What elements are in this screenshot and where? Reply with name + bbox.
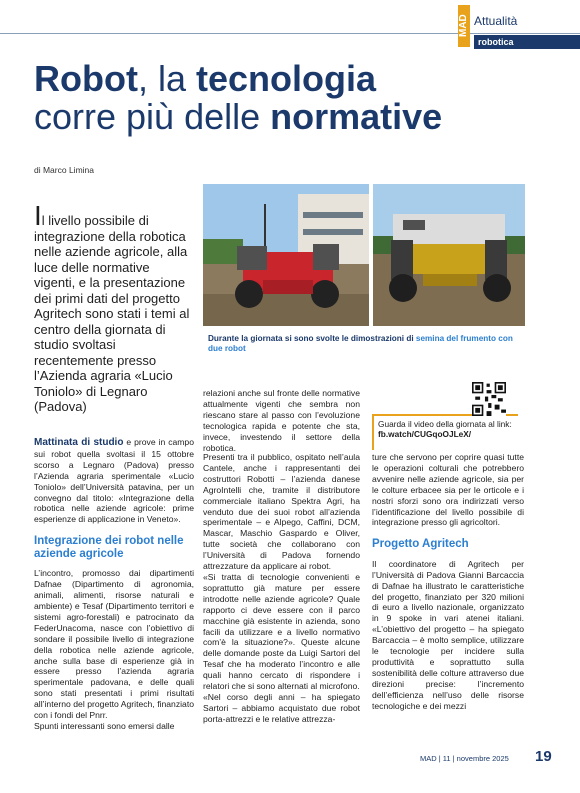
paragraph-9: Il coordinatore di Agritech per l’Università di Padova Gianni Barcaccia di Dafnae ha illustrato le caratteristiche del progetto, finanziato per 320 milioni di euro a livello nazionale, organizzato in 9 spoke in vari atenei italiani. «L’obiettivo del progetto – ha spiegato Barcaccia – è molto semplice, utilizzare le tecnologie per incidere sulla produttività e soprattutto sulla sostenibilità delle colture attraverso due direzioni precise: l’incremento dell’efficienza nell’uso delle risorse tecnologiche e dei mezzi	[372, 558, 524, 711]
section-name: Attualità	[474, 14, 518, 28]
photo-caption	[208, 334, 524, 354]
paragraph-3: Spunti interessanti sono emersi dalle	[34, 720, 175, 731]
article-title	[34, 60, 554, 136]
qr-callout	[372, 382, 522, 452]
caption-highlight: semina del frumento con due robot	[208, 334, 513, 353]
paragraph-1-body: e prove in campo sui robot quella svoltasi il 15 ottobre scorso a Legnaro (Padova) presso l’Azienda agraria sperimentale «Lucio Toniolo» dell’Università patavina, per un convegno dal titolo: «Integrazione della robotica nelle aziende agricole: prime esperienze di applicazione in Veneto».	[34, 437, 194, 525]
paragraph-7: «Nel corso degli anni – ha spiegato Sartori – abbiamo acquistato due robot porta-attrezzi e le relative attrezza-	[203, 691, 360, 724]
qr-text-label: Guarda il video della giornata al link:	[378, 419, 512, 429]
title-part-corre: corre più delle	[34, 96, 271, 137]
title-part-tecnologia: tecnologia	[196, 58, 377, 99]
title-part-normative: normative	[270, 96, 443, 137]
paragraph-4: relazioni anche sul fronte delle normative attualmente vigenti che sembra non riescano stare al passo con l’evoluzione tecnologica rapida e potente che sta, invece, investendo il settore della robotica.	[203, 388, 360, 453]
qr-text	[378, 419, 523, 439]
robot-photo-right	[373, 184, 525, 326]
subhead-agritech: Progetto Agritech	[372, 538, 469, 551]
page-number: 19	[535, 748, 552, 765]
paragraph-1	[34, 437, 194, 525]
robot-photo-left	[203, 184, 369, 326]
lead-text: l livello possibile di integrazione della robotica nelle aziende agricole, alla luce delle normative vigenti, e la presentazione dei primi dati del progetto Agritech sono stati i temi al centro della giornata di studio svoltasi recentemente presso l’Azienda agraria «Lucio Toniolo» di Legnaro (Padova)	[34, 213, 190, 414]
paragraph-8: ture che servono per coprire quasi tutte le operazioni colturali che potrebbero avvenire nelle aziende agricole, sia per le colture erbacee sia per le orticole e i nostri sforzi sono ora indirizzati verso l’identificazione del livello possibile di integrazione presso gli agricoltori.	[372, 452, 524, 528]
paragraph-6: «Si tratta di tecnologie convenienti e soprattutto già mature per essere introdotte nelle aziende agricole? Quale rapporto ci deve essere con il parco macchine già esistente in azienda, sono facili da utilizzare e a livello normativo com’è la situazione?». Queste alcune delle domande poste da Luigi Sartori del Tesaf che ha moderato l’incontro e alle quali hanno cercato di rispondere i relatori che si sono alternati al microfono.	[203, 571, 360, 692]
paragraph-5: Presenti tra il pubblico, ospitato nell’aula Cantele, anche i rappresentanti dei costruttori Robotti – l’azienda danese AgroIntelli che, tramite il distributore commerciale italiano Spektra Agri, ha venduto due dei suoi robot all’azienda sperimentale – e Alpego, Caffini, DCM, Mascar, Maschio Gaspardo e Oliver, tutte società che collaborano con l’Università di Padova fornendo attrezzature da applicare ai robot.	[203, 452, 360, 572]
paragraph-2: L’incontro, promosso dai dipartimenti Dafnae (Dipartimento di agronomia, animali, alimenti, risorse naturali e ambiente) e Tesaf (Dipartimento territori e sistemi agro-forestali) e patrocinato da FederUnacoma, nasce con l’obiettivo di sondare il possibile livello di integrazione della robotica nelle aziende agricole, anche sulla base di esperienze già in essere presso l’azienda agraria sperimentale padovana, e delle quali sono stati presentati i primi risultati all’interno del progetto Agritech, finanziato con i fondi del Pnrr.	[34, 568, 194, 721]
qr-video-link[interactable]: fb.watch/CUGqoOJLeX/	[378, 429, 472, 439]
title-part-robot: Robot	[34, 58, 138, 99]
column-1	[34, 437, 194, 732]
header-rule	[0, 33, 580, 34]
column-2-top	[203, 388, 360, 453]
footer-issue: MAD | 11 | novembre 2025	[420, 754, 509, 763]
column-2	[203, 452, 360, 725]
lead-drop-cap: I	[34, 200, 42, 231]
column-3	[372, 452, 524, 712]
subhead-integrazione: Integrazione dei robot nelle aziende agricole	[34, 535, 184, 560]
lead-paragraph	[34, 200, 194, 415]
qr-code-icon[interactable]	[472, 382, 506, 416]
paragraph-1-leadin: Mattinata di studio	[34, 437, 124, 448]
section-subsection: robotica	[474, 35, 580, 49]
byline: di Marco Limina	[34, 165, 94, 175]
title-part-la: , la	[137, 58, 196, 99]
mad-logo: MAD	[458, 5, 470, 47]
caption-text: Durante la giornata si sono svolte le dimostrazioni di	[208, 334, 416, 343]
